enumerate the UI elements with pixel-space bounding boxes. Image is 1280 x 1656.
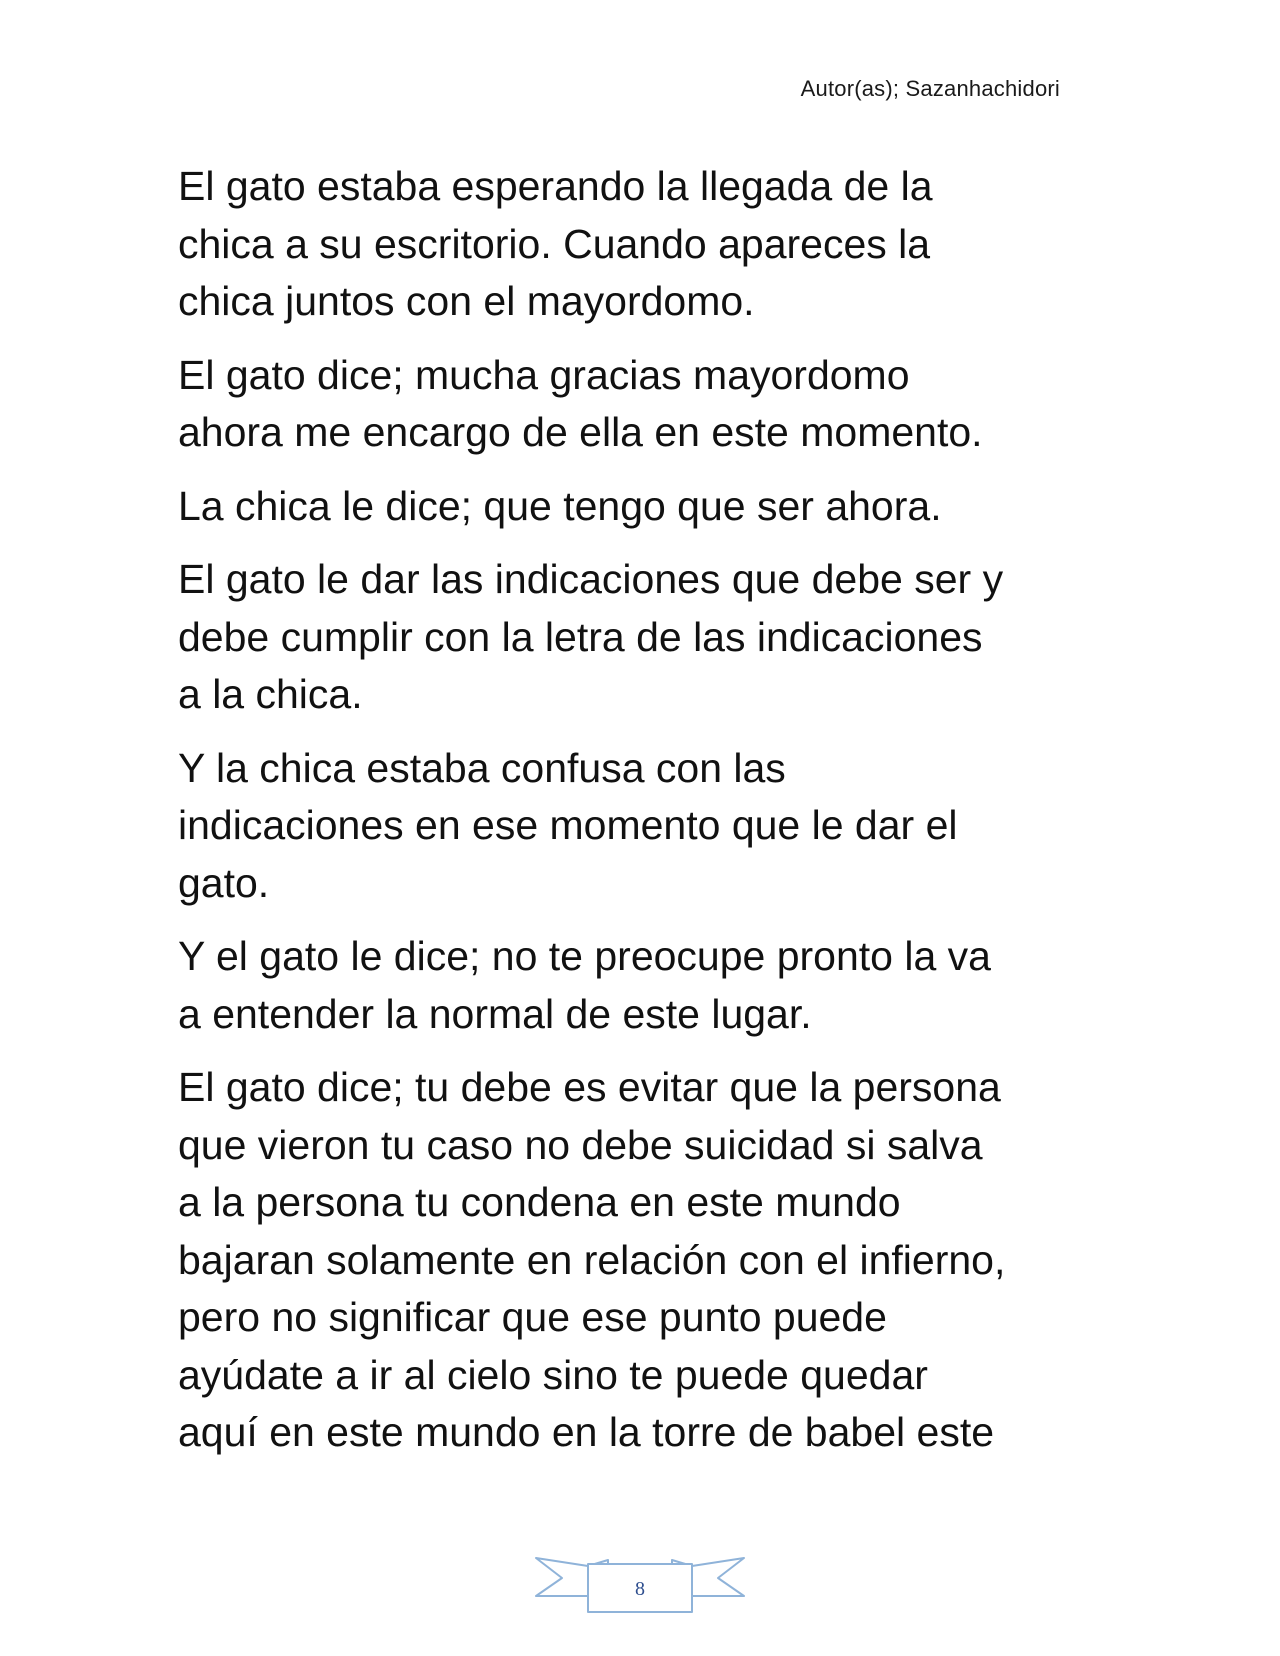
text-line: ayúdate a ir al cielo sino te puede quedar: [178, 1351, 928, 1398]
page-body: [178, 158, 1118, 1478]
text-line: a la chica.: [178, 671, 363, 717]
text-line: debe cumplir con la letra de las indicaciones: [178, 613, 983, 660]
text-line: El gato estaba esperando la llegada de la: [178, 163, 933, 209]
text-line: aquí en este mundo en la torre de babel este: [178, 1409, 995, 1455]
text-line: chica juntos con el mayordomo.: [178, 278, 755, 324]
text-line: Y el gato le dice; no te preocupe pronto la va: [178, 933, 991, 979]
paragraph-2: [178, 347, 1118, 462]
paragraph-3: [178, 478, 1118, 536]
author-credit: Autor(as); Sazanhachidori: [800, 76, 1060, 101]
page-number-banner: [532, 1548, 748, 1618]
text-line: El gato dice; tu debe es evitar que la persona: [178, 1064, 1001, 1110]
text-line: a entender la normal de este lugar.: [178, 990, 812, 1037]
text-line: ahora me encargo de ella en este momento.: [178, 409, 983, 455]
text-line: El gato dice; mucha gracias mayordomo: [178, 351, 910, 398]
paragraph-1: [178, 158, 1118, 331]
paragraph-7: [178, 1059, 1118, 1462]
page-number: 8: [635, 1578, 645, 1600]
text-line: gato.: [178, 859, 270, 906]
text-line: que vieron tu caso no debe suicidad si salva: [178, 1121, 983, 1168]
text-line: Y la chica estaba confusa con las: [178, 744, 786, 791]
text-line: pero no significar que ese punto puede: [178, 1294, 887, 1340]
text-line: El gato le dar las indicaciones que debe ser y: [178, 556, 1004, 602]
paragraph-5: [178, 740, 1118, 913]
text-line: bajaran solamente en relación con el infierno,: [178, 1236, 1006, 1283]
text-line: indicaciones en ese momento que le dar el: [178, 802, 958, 848]
paragraph-6: [178, 928, 1118, 1043]
text-line: La chica le dice; que tengo que ser ahora.: [178, 482, 942, 529]
text-line: a la persona tu condena en este mundo: [178, 1179, 901, 1225]
text-line: chica a su escritorio. Cuando apareces la: [178, 220, 931, 267]
paragraph-4: [178, 551, 1118, 724]
